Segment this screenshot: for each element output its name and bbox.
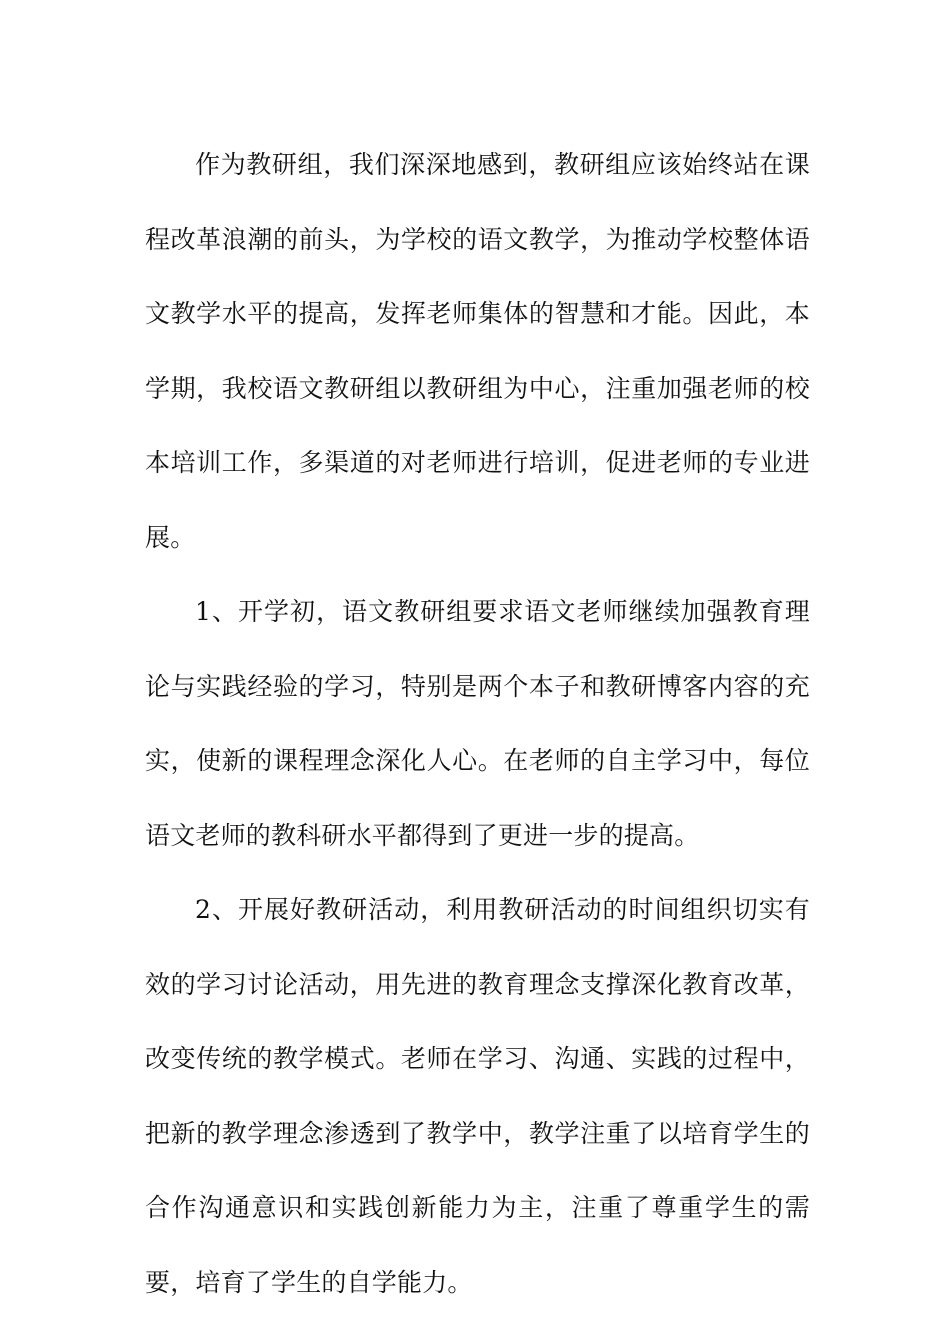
paragraph-intro: 作为教研组，我们深深地感到，教研组应该始终站在课程改革浪潮的前头，为学校的语文教学，为推动学校整体语文教学水平的提高，发挥老师集体的智慧和才能。因此，本学期，我校语文教研组以教研组为中心，注重加强老师的校本培训工作，多渠道的对老师进行培训，促进老师的专业进展。: [145, 150, 810, 552]
paragraph-item-1: 1、开学初，语文教研组要求语文老师继续加强教育理论与实践经验的学习，特别是两个本子和教研博客内容的充实，使新的课程理念深化人心。在老师的自主学习中，每位语文老师的教科研水平都得到了更进一步的提高。: [145, 597, 810, 850]
paragraph-item-2: 2、开展好教研活动，利用教研活动的时间组织切实有效的学习讨论活动，用先进的教育理念支撑深化教育改革，改变传统的教学模式。老师在学习、沟通、实践的过程中，把新的教学理念渗透到了教学中，教学注重了以培育学生的合作沟通意识和实践创新能力为主，注重了尊重学生的需要，培育了学生的自学能力。: [145, 895, 810, 1297]
document-body: [145, 128, 810, 1320]
